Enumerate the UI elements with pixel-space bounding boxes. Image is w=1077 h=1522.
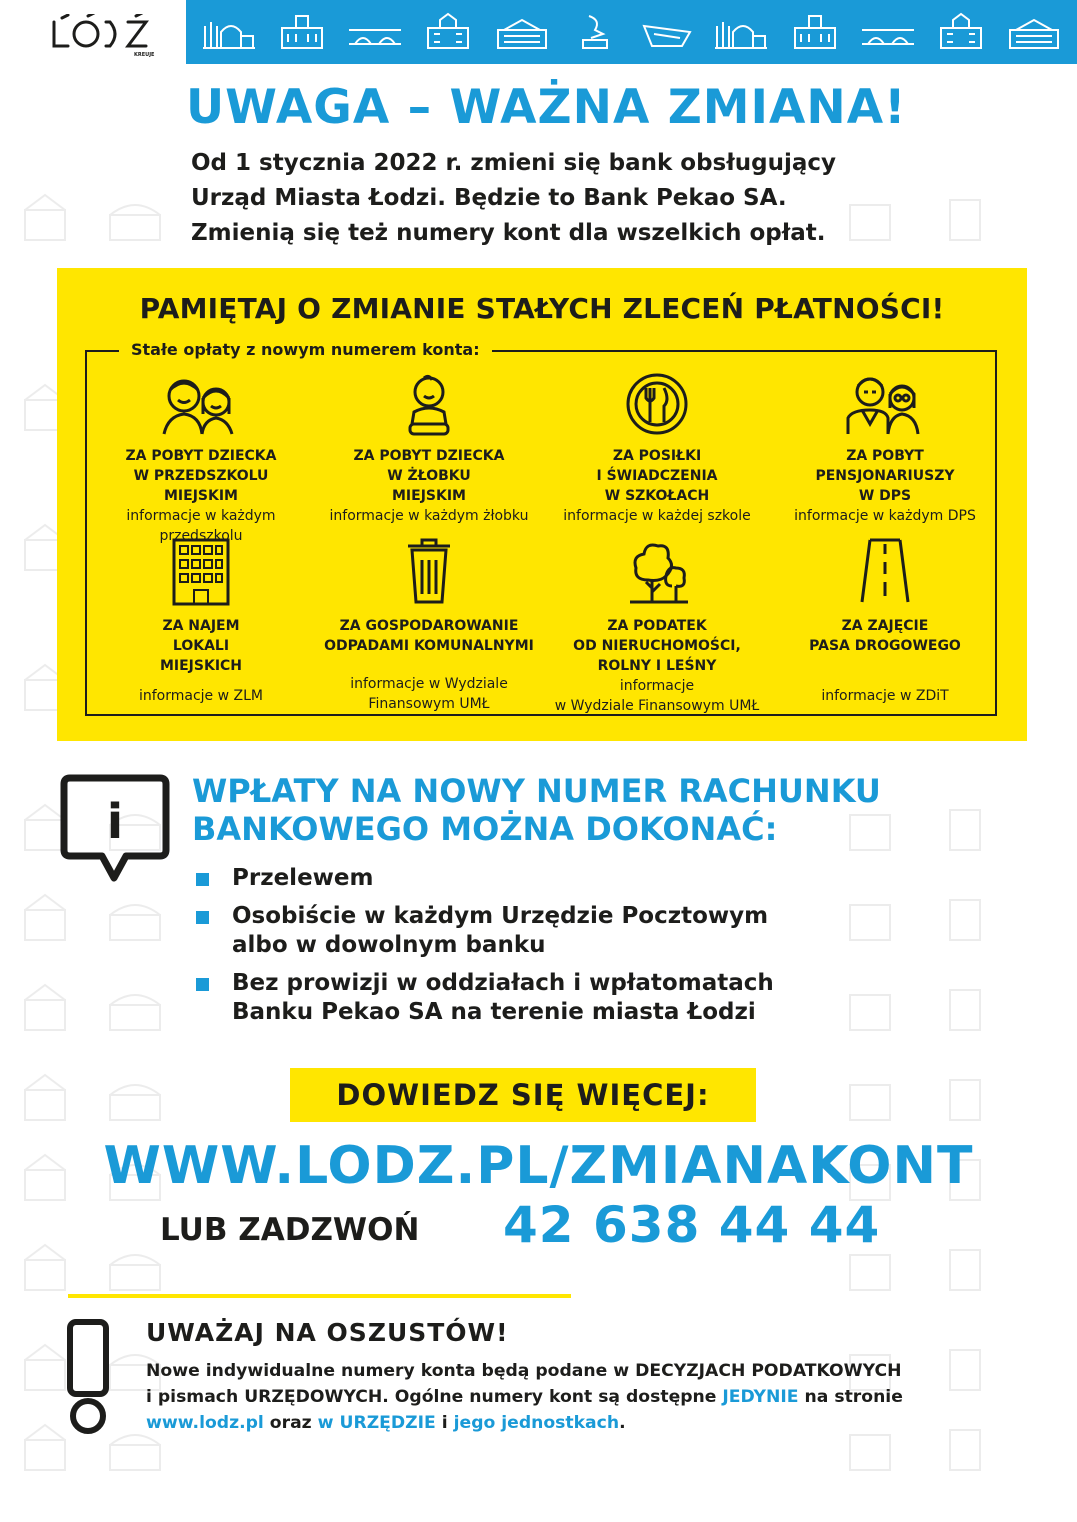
apartment-building-icon	[156, 536, 246, 606]
exclamation-icon	[66, 1318, 110, 1436]
fee-title: ZA ZAJĘCIE PASA DROGOWEGO	[809, 618, 961, 654]
elderly-couple-icon	[840, 372, 930, 436]
logo-sub: KREUJE	[134, 52, 155, 58]
hall-icon	[494, 12, 550, 52]
fee-title: ZA PODATEK OD NIERUCHOMOŚCI, ROLNY I LEŚNY	[573, 618, 741, 674]
svg-text:i: i	[106, 794, 124, 850]
fee-item	[543, 536, 771, 716]
fee-info: informacje w każdym przedszkolu	[126, 508, 276, 544]
warning-highlight: jego jednostkach	[453, 1413, 620, 1433]
payment-methods-list	[196, 864, 1016, 1036]
reminder-title: PAMIĘTAJ O ZMIANIE STAŁYCH ZLECEŃ PŁATNOŚCI!	[139, 292, 945, 325]
landmark-banner	[186, 0, 1077, 64]
fee-title: ZA POBYT DZIECKA W ŻŁOBKU MIEJSKIM	[353, 448, 505, 504]
palace-icon	[420, 12, 476, 52]
divider	[68, 1294, 571, 1298]
warning-line	[146, 1384, 1046, 1410]
payments-title-line: BANKOWEGO MOŻNA DOKONAĆ:	[192, 810, 778, 848]
fee-item	[315, 536, 543, 714]
plate-cutlery-icon	[612, 372, 702, 436]
fee-item	[543, 372, 771, 526]
fraud-warning-title: UWAŻAJ NA OSZUSTÓW!	[146, 1318, 509, 1347]
hall-icon	[1006, 12, 1062, 52]
fee-info: informacje w Wydziale Finansowym UMŁ	[350, 676, 508, 712]
fraud-warning-text	[146, 1358, 1046, 1436]
tower-icon	[274, 12, 330, 52]
list-item: Osobiście w każdym Urzędzie Pocztowym albo w dowolnym banku	[196, 902, 1016, 960]
fee-item	[87, 536, 315, 706]
learn-more-label: DOWIEDZ SIĘ WIĘCEJ:	[290, 1068, 756, 1122]
fees-legend: Stałe opłaty z nowym numerem konta:	[119, 340, 492, 359]
trash-bin-icon	[384, 536, 474, 606]
payments-title	[192, 772, 1012, 848]
info-url-link[interactable]: WWW.LODZ.PL/ZMIANAKONT	[103, 1136, 974, 1196]
ship-icon	[640, 12, 696, 52]
palace-icon	[933, 12, 989, 52]
road-icon	[840, 536, 930, 606]
fee-title: ZA GOSPODAROWANIE ODPADAMI KOMUNALNYMI	[324, 618, 534, 654]
warning-text: oraz	[263, 1413, 318, 1433]
fee-info: informacje w każdym DPS	[794, 508, 976, 524]
fee-info: informacje w każdej szkole	[563, 508, 751, 524]
fee-title: ZA NAJEM LOKALI MIEJSKICH	[159, 618, 243, 674]
fee-info: informacje w ZLM	[138, 688, 263, 704]
intro-line: Zmienią się też numery kont dla wszelkich opłat.	[191, 220, 826, 246]
phone-number[interactable]: 42 638 44 44	[503, 1196, 881, 1254]
intro-line: Urząd Miasta Łodzi. Będzie to Bank Pekao SA.	[191, 185, 787, 211]
factory-icon	[201, 12, 257, 52]
intro-text	[191, 146, 1051, 251]
fee-info: informacje w każdym żłobku	[329, 508, 529, 524]
warning-highlight: JEDYNIE	[722, 1387, 799, 1407]
trees-icon	[612, 536, 702, 606]
tower-icon	[787, 12, 843, 52]
website-link[interactable]: www.lodz.pl	[146, 1413, 264, 1433]
warning-line	[146, 1410, 1046, 1436]
list-item: Bez prowizji w oddziałach i wpłatomatach Banku Pekao SA na terenie miasta Łodzi	[196, 969, 1016, 1027]
main-title: UWAGA – WAŻNA ZMIANA!	[186, 80, 907, 135]
fee-item	[315, 372, 543, 526]
list-item: Przelewem	[196, 864, 1016, 893]
fee-title: ZA POBYT DZIECKA W PRZEDSZKOLU MIEJSKIM	[125, 448, 277, 504]
warning-text: na stronie	[798, 1387, 903, 1407]
call-label: LUB ZADZWOŃ	[160, 1212, 420, 1248]
bridge-icon	[860, 12, 916, 52]
lodz-logo	[48, 14, 158, 58]
fee-title: ZA POSIŁKI I ŚWIADCZENIA W SZKOŁACH	[596, 448, 718, 504]
fee-info: informacje w Wydziale Finansowym UMŁ	[554, 678, 760, 714]
monument-icon	[567, 12, 623, 52]
fee-info: informacje w ZDiT	[821, 688, 949, 704]
fee-item	[771, 372, 999, 526]
reminder-box	[57, 268, 1027, 741]
warning-text: i	[435, 1413, 454, 1433]
fee-item	[771, 536, 999, 706]
baby-icon	[384, 372, 474, 436]
warning-text: i pismach URZĘDOWYCH. Ogólne numery kont są dostępne	[146, 1387, 723, 1407]
info-icon	[60, 772, 170, 886]
children-icon	[156, 372, 246, 436]
warning-text: .	[619, 1413, 626, 1433]
factory-icon	[713, 12, 769, 52]
intro-line: Od 1 stycznia 2022 r. zmieni się bank obsługujący	[191, 150, 837, 176]
fees-frame	[85, 340, 997, 716]
warning-highlight: w URZĘDZIE	[317, 1413, 436, 1433]
warning-line: Nowe indywidualne numery konta będą podane w DECYZJACH PODATKOWYCH	[146, 1361, 902, 1381]
fee-title: ZA POBYT PENSJONARIUSZY W DPS	[815, 448, 955, 504]
bridge-icon	[347, 12, 403, 52]
fee-item	[87, 372, 315, 546]
payments-title-line: WPŁATY NA NOWY NUMER RACHUNKU	[192, 772, 881, 810]
